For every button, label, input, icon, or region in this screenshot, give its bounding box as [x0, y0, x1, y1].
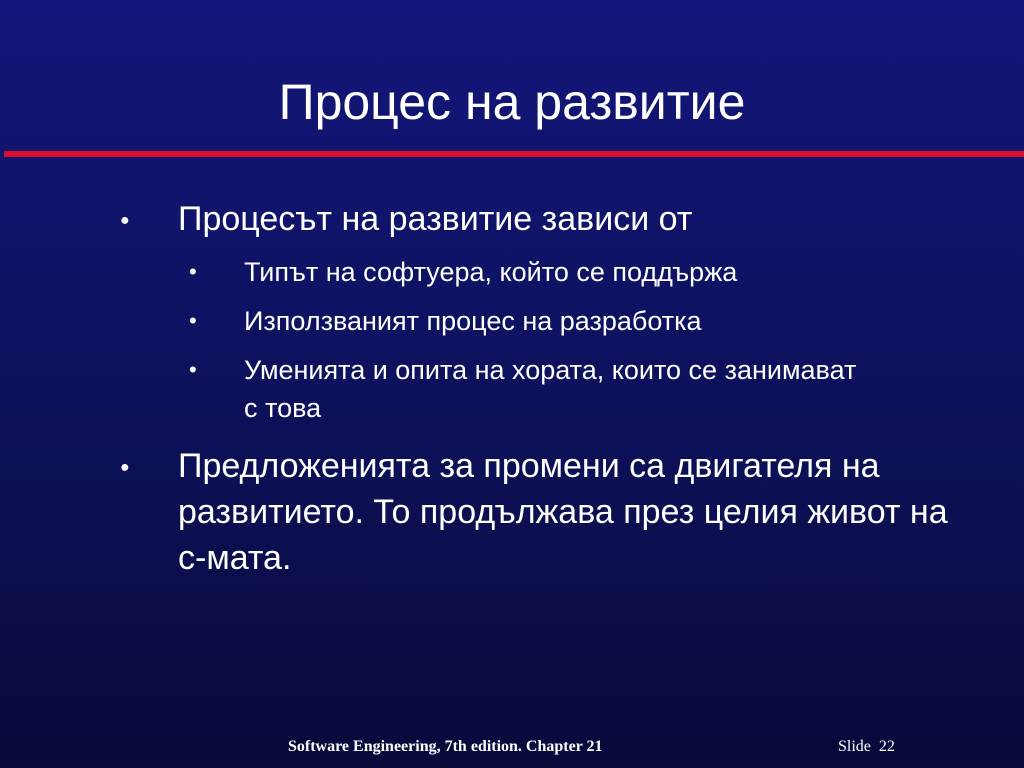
sub-bullet-icon: • [189, 357, 197, 382]
bullet-item-2: Предложенията за промени са двигателя на развитието. То продължава през целия живот на с-мата. [178, 447, 948, 577]
bullet-icon: ● [120, 459, 130, 476]
bullet-item-1: Процесът на развитие зависи от [178, 200, 693, 238]
footer-source: Software Engineering, 7th edition. Chapter 21 [288, 738, 603, 755]
bullet-icon: ● [120, 212, 130, 229]
slide-title: Процес на развитие [278, 74, 746, 130]
slide-label: Slide [838, 738, 871, 755]
sub-bullet-item-2: Използваният процес на разработка [244, 306, 702, 336]
sub-bullet-icon: • [189, 259, 197, 284]
sub-bullet-item-1: Типът на софтуера, който се поддържа [244, 257, 738, 287]
sub-bullet-icon: • [189, 308, 197, 333]
sub-bullet-item-3: Уменията и опита на хората, които се занимават с това [244, 355, 857, 423]
slide-number [838, 737, 895, 757]
slide-number-value: 22 [878, 738, 895, 755]
